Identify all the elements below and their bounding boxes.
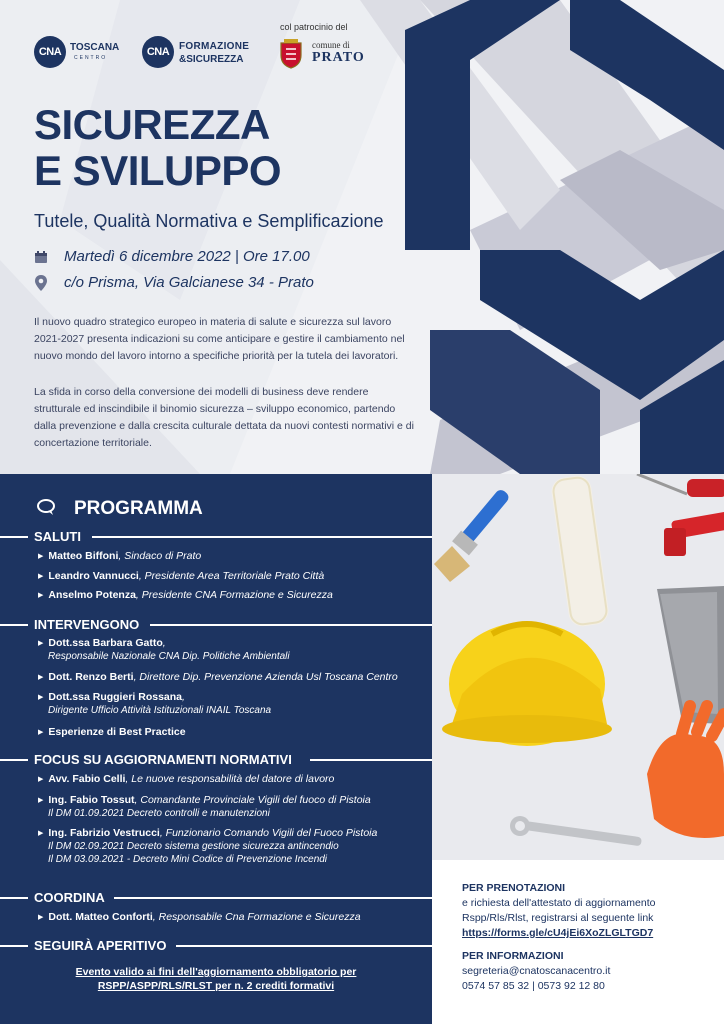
focus-item: ▶ Ing. Fabio Tossut, Comandante Provinciale Vigili del fuoco di Pistoia Il DM 01.09.2021 Decreto controlli e manutenzioni	[38, 794, 371, 819]
section-intervengono: INTERVENGONO	[34, 617, 140, 632]
intervengono-item: ▶ Dott.ssa Ruggieri Rossana, Dirigente Ufficio Attività Istituzionali INAIL Toscana	[38, 691, 272, 716]
formazione-line2: &SICUREZZA	[179, 54, 244, 65]
section-divider	[0, 536, 28, 538]
section-divider	[310, 759, 432, 761]
cna-formazione-logo	[142, 36, 266, 70]
comune-name: PRATO	[312, 50, 365, 65]
section-divider	[0, 624, 28, 626]
comune-label: comune di	[312, 40, 350, 50]
page-subtitle: Tutele, Qualità Normativa e Semplificazione	[34, 211, 384, 231]
description-paragraph-1: Il nuovo quadro strategico europeo in materia di salute e sicurezza sul lavoro 2021-2027 presenta indicazioni su come anticipare e gestire il cambiamento nel nuovo mondo del lavoro intorno a specifiche priorità per la tutela dei lavoratori.	[34, 316, 405, 362]
event-location: c/o Prisma, Via Galcianese 34 - Prato	[64, 274, 314, 291]
contact-phone: 0574 57 85 32 | 0573 92 12 80	[462, 980, 605, 992]
registration-link[interactable]: https://forms.gle/cU4jEi6XoZLGLTGD7	[462, 927, 654, 939]
credits-note	[0, 965, 432, 993]
section-saluti: SALUTI	[34, 529, 81, 544]
map-pin-icon	[34, 275, 48, 291]
cna-mark: CNA	[34, 36, 66, 68]
section-focus: FOCUS SU AGGIORNAMENTI NORMATIVI	[34, 752, 292, 767]
section-divider	[0, 759, 28, 761]
description-paragraph-2: La sfida in corso della conversione dei modelli di business deve rendere strutturale ed inscindibile il binomio sicurezza – sviluppo economico, partendo dalla prevenzione e dalla crescita culturale dettata da nuovi contesti normativi e di concertazione territoriale.	[34, 386, 414, 449]
page-title	[34, 102, 281, 194]
intervengono-item: ▶ Esperienze di Best Practice	[38, 726, 186, 738]
programma-title: PROGRAMMA	[74, 498, 203, 519]
tools-illustration	[432, 474, 724, 860]
event-date: Martedì 6 dicembre 2022 | Ore 17.00	[64, 248, 310, 265]
header-section	[0, 0, 724, 474]
section-divider	[0, 897, 28, 899]
saluti-item: ▶ Leandro Vannucci, Presidente Area Territoriale Prato Città	[38, 570, 325, 582]
programma-panel	[0, 474, 432, 1024]
contacts-panel	[432, 860, 724, 1024]
patrocinio-label: col patrocinio del	[280, 22, 348, 32]
calendar-icon	[34, 249, 48, 265]
section-divider	[114, 897, 432, 899]
contact-email[interactable]: segreteria@cnatoscanacentro.it	[462, 965, 611, 977]
cna-toscana-name: TOSCANA	[70, 42, 120, 53]
cna-toscana-sub: CENTRO	[74, 55, 108, 61]
intervengono-item: ▶ Dott. Renzo Berti, Direttore Dip. Prevenzione Azienda Usl Toscana Centro	[38, 671, 398, 683]
tools-photo	[432, 474, 724, 860]
title-line-2: E SVILUPPO	[34, 147, 282, 194]
prato-crest-icon	[278, 39, 304, 69]
section-divider	[176, 945, 432, 947]
section-divider	[92, 536, 432, 538]
section-divider	[0, 945, 28, 947]
coordina-item: ▶ Dott. Matteo Conforti, Responsabile Cna Formazione e Sicurezza	[38, 911, 361, 923]
saluti-item: ▶ Anselmo Potenza, Presidente CNA Formazione e Sicurezza	[38, 589, 333, 601]
prenotazioni-text-2: Rspp/Rls/Rlst, registrarsi al seguente link	[462, 912, 654, 924]
focus-item: ▶ Ing. Fabrizio Vestrucci, Funzionario Comando Vigili del Fuoco Pistoia Il DM 02.09.2021 Decreto sistema gestione sicurezza antincendio Il DM 03.09.2021 - Decreto Mini Codice di Prevenzione Incendi	[38, 827, 378, 865]
informazioni-heading: PER INFORMAZIONI	[462, 950, 564, 962]
formazione-line1: FORMAZIONE	[179, 41, 250, 52]
patrocinio-block	[278, 22, 388, 70]
prenotazioni-text-1: e richiesta dell'attestato di aggiornamento	[462, 897, 656, 909]
credits-note-line-1: Evento valido ai fini dell'aggiornamento obbligatorio per	[75, 966, 357, 978]
tool-handle-icon	[687, 479, 724, 497]
cna-toscana-logo	[34, 36, 144, 70]
intervengono-item: ▶ Dott.ssa Barbara Gatto, Responsabile Nazionale CNA Dip. Politiche Ambientali	[38, 637, 290, 662]
section-aperitivo: SEGUIRÀ APERITIVO	[34, 938, 167, 953]
title-line-1: SICUREZZA	[34, 101, 270, 148]
section-divider	[150, 624, 432, 626]
chat-bubble-icon	[36, 498, 56, 516]
credits-note-line-2: RSPP/ASPP/RLS/RLST per n. 2 crediti formativi	[97, 980, 335, 992]
section-coordina: COORDINA	[34, 890, 105, 905]
focus-item: ▶ Avv. Fabio Celli, Le nuove responsabilità del datore di lavoro	[38, 773, 335, 785]
prenotazioni-heading: PER PRENOTAZIONI	[462, 882, 566, 894]
cna-mark-2: CNA	[142, 36, 174, 68]
saluti-item: ▶ Matteo Biffoni, Sindaco di Prato	[38, 550, 202, 562]
